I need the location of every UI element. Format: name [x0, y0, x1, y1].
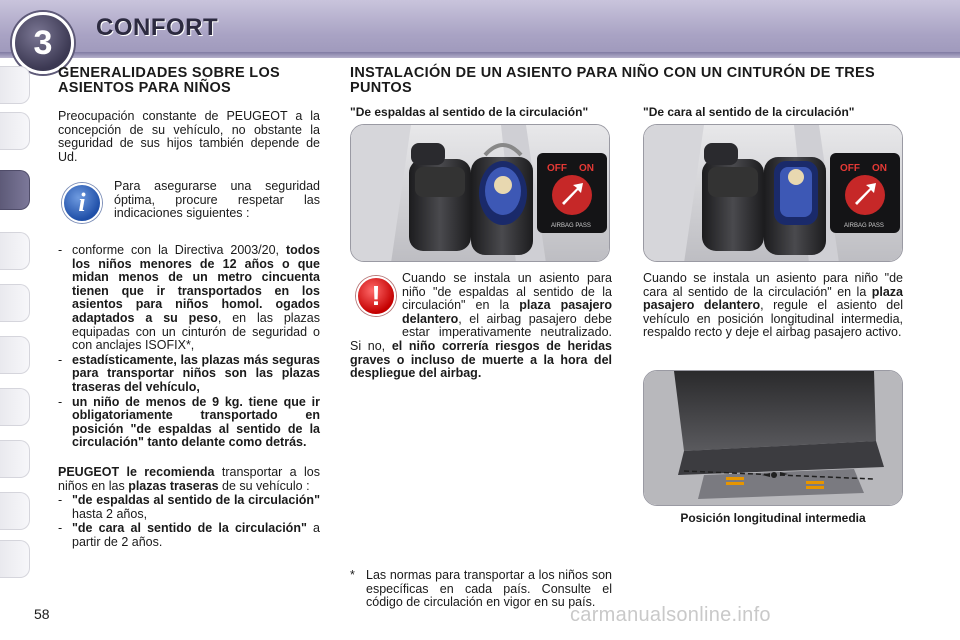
- forward-bold: plaza pasajero delantero: [643, 284, 903, 313]
- bullet-text: , en las plazas equipadas con un cinturón de seguridad o con anclajes ISOFIX*,: [72, 310, 320, 353]
- warning-bold: el niño correría riesgos de heridas graves o incluso de muerte a la hora del despliegue del airbag.: [350, 338, 612, 381]
- warning-text: , el airbag pasajero debe estar imperativamente neutralizado. Si no,: [350, 311, 612, 353]
- seat-position-photo: [643, 370, 903, 506]
- bullet-bold-text: un niño de menos de 9 kg. tiene que ir obligatoriamente transportado en posición "de espaldas al sentido de la circulación" tanto delante como detrás.: [72, 394, 320, 450]
- forward-facing-photo: [643, 124, 903, 262]
- airbag-off-label: OFF: [547, 163, 567, 174]
- recommend-text: transportar a los niños en las: [58, 464, 320, 493]
- section-heading-installation: INSTALACIÓN DE UN ASIENTO PARA NIÑO CON UN CINTURÓN DE TRES PUNTOS: [350, 65, 875, 96]
- airbag-on-label: ON: [579, 163, 594, 174]
- list-item: - conforme con la Directiva 2003/20, todos los niños menores de 12 años o que midan menos de un metro cincuenta tienen que ir transportados en los asientos para niños homol. ogados adaptados a su peso, en las plazas equipadas con un cinturón de seguridad o con anclajes ISOFIX*,: [58, 243, 320, 353]
- recommend-bold: plazas traseras: [128, 478, 219, 493]
- bullet-bold-text: estadísticamente, las plazas más seguras para transportar niños son las plazas traseras del vehículo,: [72, 352, 320, 394]
- rec-bold: "de espaldas al sentido de la circulación": [72, 493, 320, 508]
- recommend-text: de su vehículo :: [218, 478, 310, 493]
- left-column: [58, 66, 320, 164]
- warning-bold: plaza pasajero delantero: [402, 298, 612, 326]
- airbag-off-label: OFF: [840, 163, 860, 174]
- footnote-text: Las normas para transportar a los niños son específicas en cada país. Consulte el código de circulación en vigor en su país.: [366, 568, 612, 610]
- page-number: 58: [34, 606, 50, 622]
- chapter-tab[interactable]: [0, 388, 30, 426]
- airbag-switch-label: AIRBAG PASS: [844, 223, 884, 229]
- watermark: carmanualsonline.info: [570, 604, 771, 626]
- list-item: - estadísticamente, las plazas más seguras para transportar niños son las plazas traseras del vehículo,: [58, 352, 320, 394]
- forward-text: , regule el asiento del vehículo en posición longitudinal intermedia, respaldo recto y deje el airbag pasajero activo.: [643, 298, 903, 340]
- info-text: Para asegurarse una seguridad óptima, procure respetar las indicaciones siguientes :: [114, 179, 320, 221]
- forward-facing-paragraph: [643, 272, 903, 340]
- bullet-text: conforme con la Directiva 2003/20,: [72, 243, 286, 257]
- intro-paragraph: Preocupación constante de PEUGEOT a la concepción de su vehículo, no obstante la seguridad de sus hijos también depende de Ud.: [58, 109, 320, 164]
- rear-facing-photo: [350, 124, 610, 262]
- list-item: - un niño de menos de 9 kg. tiene que ir obligatoriamente transportado en posición "de espaldas al sentido de la circulación" tanto delante como detrás.: [58, 394, 320, 450]
- chapter-tab[interactable]: [0, 112, 30, 150]
- rec-text: hasta 2 años,: [72, 506, 148, 521]
- chapter-tab[interactable]: [0, 284, 30, 322]
- section-heading-generalities: GENERALIDADES SOBRE LOS ASIENTOS PARA NIÑOS: [58, 65, 281, 96]
- list-item: - "de cara al sentido de la circulación" a partir de 2 años.: [58, 521, 320, 549]
- recommendation-list: [58, 243, 320, 549]
- rec-bold: "de cara al sentido de la circulación": [72, 521, 307, 536]
- airbag-on-label: ON: [872, 163, 887, 174]
- bullet-bold-text: todos los niños menores de 12 años o que midan menos de un metro cincuenta tienen que ir transportados en los asientos para niños homol. ogados adaptados a su peso: [72, 243, 320, 325]
- forward-text: Cuando se instala un asiento para niño "de cara al sentido de la circulación" en la: [643, 271, 903, 299]
- chapter-tab[interactable]: [0, 232, 30, 270]
- chapter-tab[interactable]: [0, 440, 30, 478]
- chapter-tab[interactable]: [0, 336, 30, 374]
- label-rear-facing: "De espaldas al sentido de la circulación": [350, 105, 589, 119]
- rec-text: a partir de 2 años.: [72, 521, 320, 549]
- peugeot-recommendation: [58, 466, 320, 493]
- info-icon: i: [62, 183, 102, 223]
- chapter-tab[interactable]: [0, 540, 30, 578]
- chapter-tab-active[interactable]: [0, 170, 30, 210]
- footnote-mark: *: [350, 568, 355, 582]
- airbag-switch-label: AIRBAG PASS: [551, 223, 591, 229]
- header-divider: [0, 52, 960, 58]
- warning-icon: !: [356, 276, 396, 316]
- chapter-title: CONFORT: [96, 14, 219, 41]
- seat-position-caption: Posición longitudinal intermedia: [680, 511, 866, 525]
- chapter-tabs: [0, 62, 30, 582]
- warning-text: Cuando se instala un asiento para niño "de espaldas al sentido de la circulación" en la: [402, 271, 612, 313]
- recommend-bold: PEUGEOT le recomienda: [58, 464, 215, 479]
- list-item: - "de espaldas al sentido de la circulación" hasta 2 años,: [58, 493, 320, 521]
- label-forward-facing: "De cara al sentido de la circulación": [643, 105, 855, 119]
- chapter-tab[interactable]: [0, 492, 30, 530]
- chapter-tab[interactable]: [0, 66, 30, 104]
- chapter-number-badge: 3: [12, 12, 74, 74]
- warning-paragraph: [350, 272, 612, 381]
